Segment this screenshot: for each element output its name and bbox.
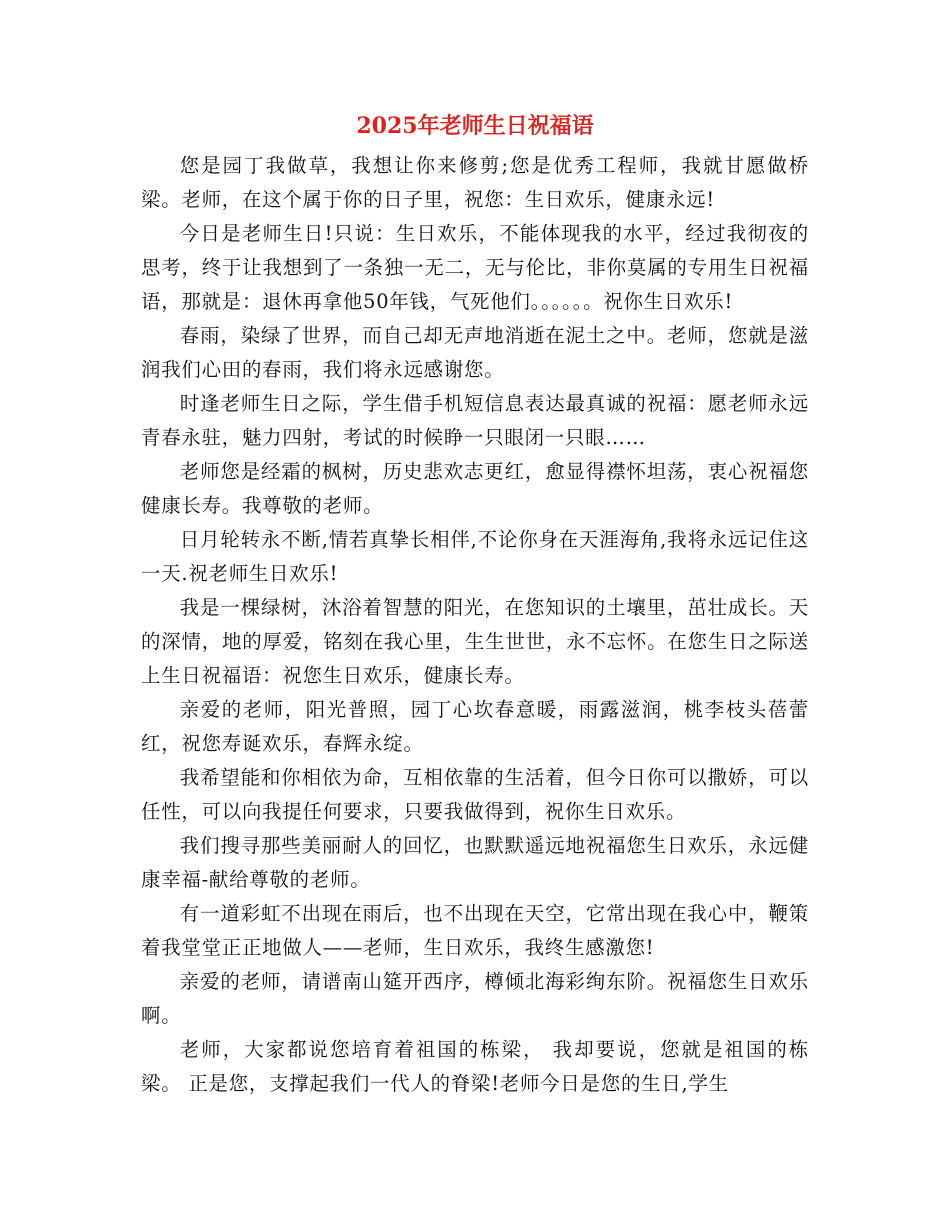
paragraph: 我希望能和你相依为命，互相依靠的生活着，但今日你可以撒娇，可以任性，可以向我提任何要求，只要我做得到，祝你生日欢乐。: [141, 766, 809, 823]
paragraph: 亲爱的老师，请谱南山筵开西序，樽倾北海彩绚东阶。祝福您生日欢乐啊。: [141, 970, 809, 1027]
document-body: [141, 149, 809, 1101]
paragraph: 您是园丁我做草，我想让你来修剪;您是优秀工程师，我就甘愿做桥梁。老师，在这个属于你的日子里，祝您：生日欢乐，健康永远!: [141, 154, 809, 211]
paragraph: 我们搜寻那些美丽耐人的回忆，也默默遥远地祝福您生日欢乐，永远健康幸福-献给尊敬的老师。: [141, 834, 809, 891]
paragraph: 今日是老师生日!只说：生日欢乐，不能体现我的水平，经过我彻夜的思考，终于让我想到了一条独一无二，无与伦比，非你莫属的专用生日祝福语，那就是：退休再拿他50年钱，气死他们。。。。。。祝你生日欢乐!: [141, 222, 809, 313]
paragraph: 日月轮转永不断,情若真挚长相伴,不论你身在天涯海角,我将永远记住这一天.祝老师生日欢乐!: [141, 528, 809, 585]
paragraph: 时逢老师生日之际，学生借手机短信息表达最真诚的祝福：愿老师永远青春永驻，魅力四射，考试的时候睁一只眼闭一只眼……: [141, 392, 809, 449]
paragraph: 亲爱的老师，阳光普照，园丁心坎春意暖，雨露滋润，桃李枝头蓓蕾红，祝您寿诞欢乐，春辉永绽。: [141, 698, 809, 755]
paragraph: 有一道彩虹不出现在雨后，也不出现在天空，它常出现在我心中，鞭策着我堂堂正正地做人——老师，生日欢乐，我终生感激您!: [141, 902, 809, 959]
paragraph: 老师，大家都说您培育着祖国的栋梁， 我却要说，您就是祖国的栋梁。 正是您，支撑起我们一代人的脊梁!老师今日是您的生日,学生: [141, 1038, 809, 1095]
paragraph: 老师您是经霜的枫树，历史悲欢志更红，愈显得襟怀坦荡，衷心祝福您健康长寿。我尊敬的老师。: [141, 460, 809, 517]
paragraph: 春雨，染绿了世界，而自己却无声地消逝在泥土之中。老师，您就是滋润我们心田的春雨，我们将永远感谢您。: [141, 324, 809, 381]
document-title: 2025年老师生日祝福语: [356, 113, 594, 139]
paragraph: 我是一棵绿树，沐浴着智慧的阳光，在您知识的土壤里，茁壮成长。天的深情，地的厚爱，铭刻在我心里，生生世世，永不忘怀。在您生日之际送上生日祝福语：祝您生日欢乐，健康长寿。: [141, 596, 809, 687]
